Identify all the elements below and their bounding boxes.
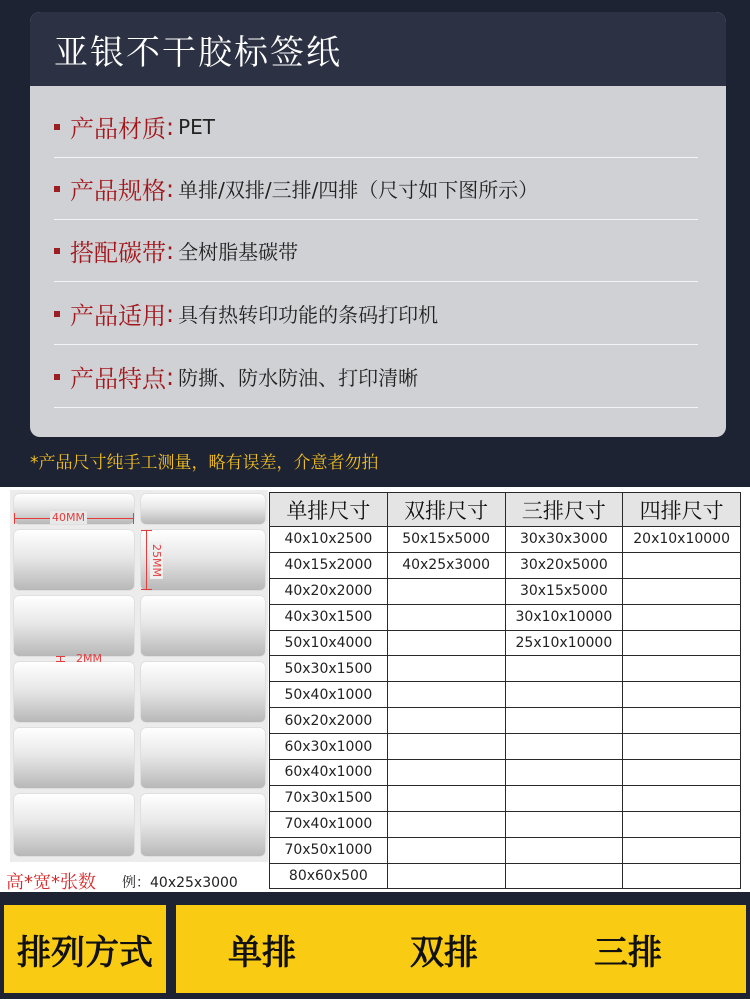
bullet-icon <box>54 124 60 130</box>
table-cell: 50x30x1500 <box>270 656 388 682</box>
table-row <box>270 656 741 682</box>
table-cell: 70x50x1000 <box>270 837 388 863</box>
table-header-row <box>270 493 741 527</box>
spec-value: PET <box>178 114 216 139</box>
page-title: 亚银不干胶标签纸 <box>54 32 342 73</box>
spec-label: 产品材质 <box>70 115 166 143</box>
label-sample <box>14 596 134 656</box>
spec-colon: : <box>166 362 175 391</box>
header-quad-row: 四排尺寸 <box>623 493 741 527</box>
table-cell <box>387 863 505 889</box>
bullet-icon <box>54 374 60 380</box>
table-cell: 50x15x5000 <box>387 527 505 553</box>
table-body <box>270 527 741 889</box>
table-cell: 30x30x3000 <box>505 527 623 553</box>
spec-label: 搭配碳带 <box>70 239 166 267</box>
spec-label: 产品规格 <box>70 177 166 205</box>
label-sample <box>141 794 265 856</box>
arrangement-label-box <box>4 905 166 993</box>
spec-value: 单排/双排/三排/四排（尺寸如下图所示） <box>178 178 539 202</box>
table-row <box>270 604 741 630</box>
table-cell <box>505 837 623 863</box>
height-dimension-label: 25MM <box>149 544 163 577</box>
table-cell <box>623 734 741 760</box>
size-table <box>269 492 741 889</box>
table-cell: 70x30x1500 <box>270 785 388 811</box>
spec-row <box>54 220 698 282</box>
table-row <box>270 785 741 811</box>
height-dimension-line <box>146 530 147 590</box>
spec-row <box>54 158 698 220</box>
table-cell: 30x20x5000 <box>505 552 623 578</box>
table-cell: 40x25x3000 <box>387 552 505 578</box>
spec-row <box>54 346 698 408</box>
table-cell <box>387 734 505 760</box>
arrangement-option-double: 双排 <box>410 933 478 973</box>
label-sample <box>141 494 265 524</box>
table-cell <box>623 785 741 811</box>
spec-label: 产品适用 <box>70 302 166 330</box>
table-cell <box>387 604 505 630</box>
table-cell <box>387 811 505 837</box>
table-cell: 40x20x2000 <box>270 578 388 604</box>
spec-value: 具有热转印功能的条码打印机 <box>178 303 439 327</box>
table-cell: 50x10x4000 <box>270 630 388 656</box>
table-row <box>270 760 741 786</box>
table-cell <box>387 630 505 656</box>
table-cell: 60x30x1000 <box>270 734 388 760</box>
table-cell: 40x10x2500 <box>270 527 388 553</box>
table-cell <box>387 785 505 811</box>
table-row <box>270 734 741 760</box>
header-triple-row: 三排尺寸 <box>505 493 623 527</box>
table-cell <box>387 656 505 682</box>
table-cell: 30x10x10000 <box>505 604 623 630</box>
table-row <box>270 837 741 863</box>
table-row <box>270 682 741 708</box>
gap-dimension-tick <box>56 661 65 662</box>
spec-colon: : <box>166 236 175 265</box>
width-dimension-tick <box>14 513 15 524</box>
spec-row <box>54 283 698 345</box>
format-example: 例：40x25x3000 <box>122 875 238 891</box>
table-cell: 50x40x1000 <box>270 682 388 708</box>
table-row <box>270 578 741 604</box>
arrangement-option-triple: 三排 <box>594 933 662 973</box>
table-cell: 70x40x1000 <box>270 811 388 837</box>
table-cell: 20x10x10000 <box>623 527 741 553</box>
bullet-icon <box>54 186 60 192</box>
header-double-row: 双排尺寸 <box>387 493 505 527</box>
height-dimension-tick <box>141 589 152 590</box>
table-cell: 40x15x2000 <box>270 552 388 578</box>
table-cell: 60x40x1000 <box>270 760 388 786</box>
label-sample <box>141 596 265 656</box>
table-cell <box>505 708 623 734</box>
table-cell: 30x15x5000 <box>505 578 623 604</box>
table-cell <box>505 656 623 682</box>
label-sheet-illustration <box>10 490 268 862</box>
table-cell <box>387 708 505 734</box>
arrangement-label: 排列方式 <box>17 932 153 973</box>
label-sample <box>14 728 134 788</box>
bullet-icon <box>54 311 60 317</box>
label-sample <box>14 530 134 590</box>
table-row <box>270 708 741 734</box>
table-cell <box>505 760 623 786</box>
spec-card <box>30 12 726 437</box>
table-row <box>270 527 741 553</box>
spec-colon: : <box>166 299 175 328</box>
gap-dimension-label: 2MM <box>76 652 102 665</box>
table-cell <box>505 682 623 708</box>
table-row <box>270 630 741 656</box>
table-cell: 40x30x1500 <box>270 604 388 630</box>
spec-row <box>54 96 698 158</box>
height-dimension-tick <box>141 530 152 531</box>
spec-colon: : <box>166 112 175 141</box>
table-row <box>270 552 741 578</box>
table-cell <box>623 578 741 604</box>
width-dimension-label: 40MM <box>52 511 85 524</box>
table-cell <box>623 656 741 682</box>
arrangement-option-single: 单排 <box>228 933 296 973</box>
card-header <box>30 12 726 86</box>
table-cell <box>623 630 741 656</box>
table-cell <box>623 811 741 837</box>
table-cell: 80x60x500 <box>270 863 388 889</box>
label-sample <box>14 662 134 722</box>
table-cell <box>505 734 623 760</box>
table-cell <box>623 604 741 630</box>
size-notice: *产品尺寸纯手工测量，略有误差，介意者勿拍 <box>30 453 379 473</box>
table-row <box>270 863 741 889</box>
label-sample <box>141 728 265 788</box>
bullet-icon <box>54 248 60 254</box>
table-cell <box>623 552 741 578</box>
spec-value: 全树脂基碳带 <box>178 240 299 264</box>
table-cell <box>387 837 505 863</box>
header-single-row: 单排尺寸 <box>270 493 388 527</box>
table-cell <box>387 760 505 786</box>
table-cell: 25x10x10000 <box>505 630 623 656</box>
spec-label: 产品特点 <box>70 365 166 393</box>
format-caption: 高*宽*张数 <box>6 872 96 893</box>
table-cell <box>505 785 623 811</box>
table-cell <box>623 708 741 734</box>
gap-dimension-tick <box>56 656 65 657</box>
table-cell: 60x20x2000 <box>270 708 388 734</box>
spec-value: 防撕、防水防油、打印清晰 <box>178 366 419 390</box>
table-cell <box>623 863 741 889</box>
table-cell <box>505 863 623 889</box>
table-cell <box>623 837 741 863</box>
table-cell <box>623 760 741 786</box>
table-cell <box>505 811 623 837</box>
arrangement-options-box <box>176 905 746 993</box>
table-cell <box>387 682 505 708</box>
table-cell <box>387 578 505 604</box>
table-cell <box>623 682 741 708</box>
width-dimension-tick <box>133 513 134 524</box>
label-sample <box>141 662 265 722</box>
table-row <box>270 811 741 837</box>
label-sample <box>14 794 134 856</box>
spec-colon: : <box>166 174 175 203</box>
